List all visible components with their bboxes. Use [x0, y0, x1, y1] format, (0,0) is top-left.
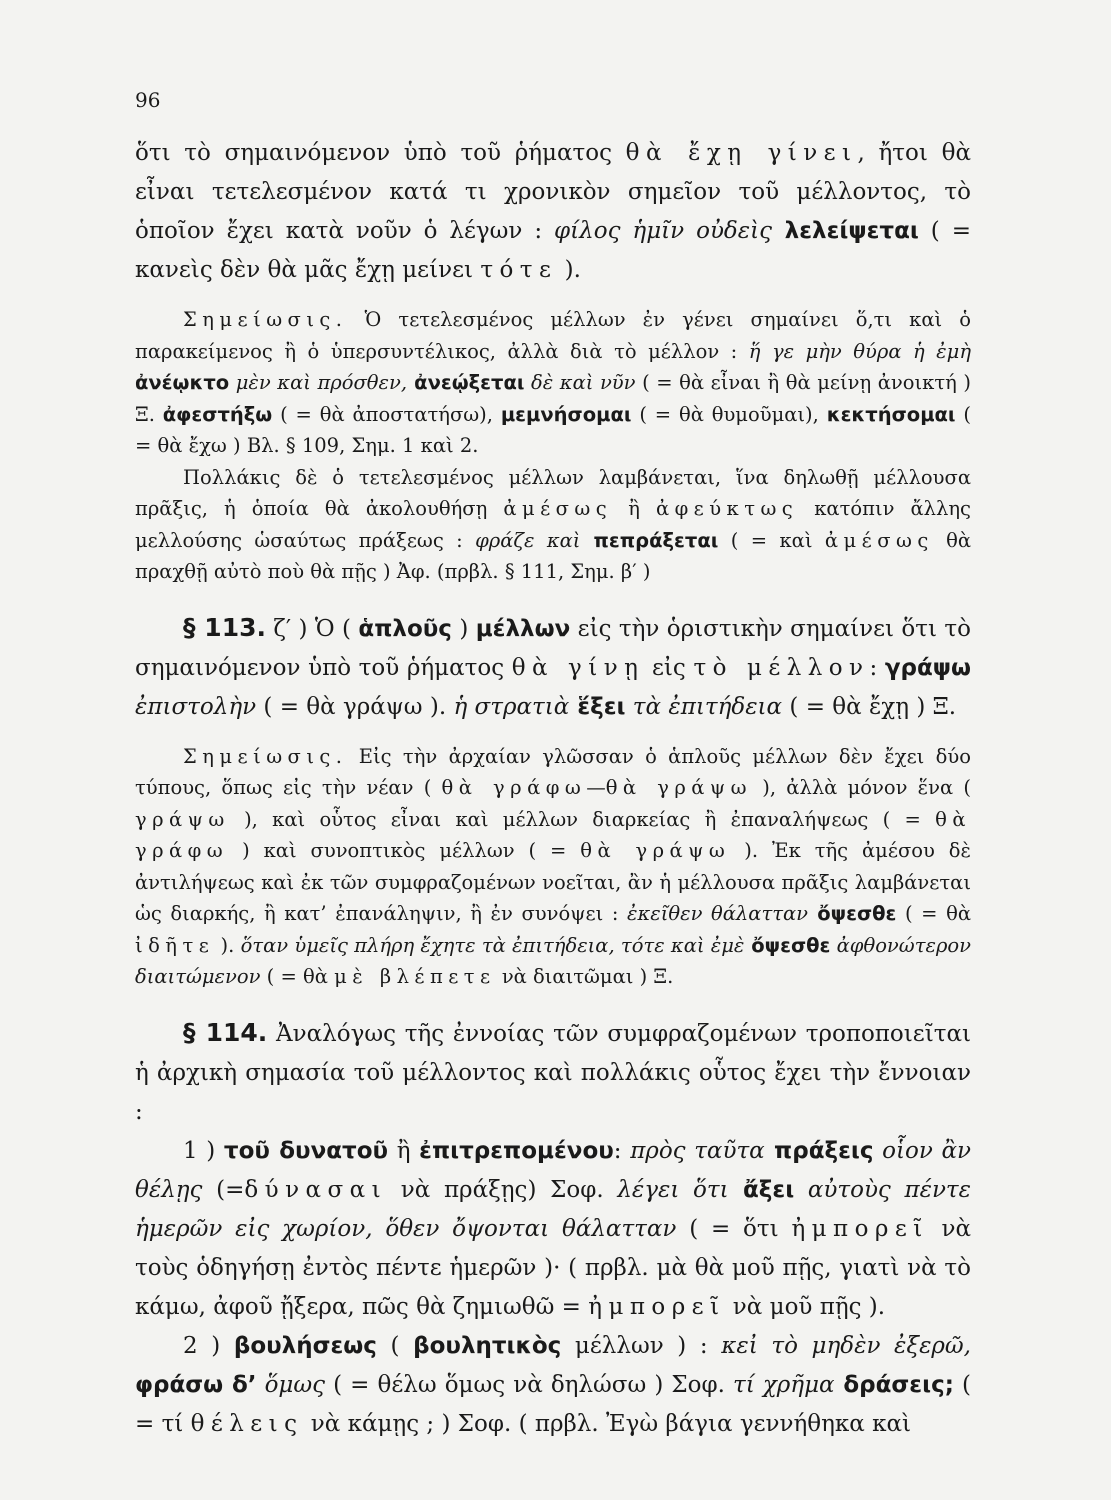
text-run: ζ′ ) Ὁ (: [265, 615, 359, 642]
spaced-term: θὰ γίνῃ: [511, 654, 645, 681]
example-italic: ἀφθονώτερον διαιτώμενον: [135, 933, 971, 988]
example-bold: ὄψεσθε: [744, 933, 831, 957]
text-run: Ὁ τετελεσμένος μέλλων ἐν γένει σημαίνει ὅ,τι καὶ ὁ παρακείμενος ἢ ὁ ὑπερσυντέλικος, ἀλλὰ διὰ τὸ μέλλον :: [135, 308, 971, 363]
term-bold: ἁπλοῦς: [358, 615, 452, 642]
spaced-term: ἀμέσως: [824, 528, 934, 552]
example-bold: ἕξει: [569, 693, 626, 720]
text-run: ( = θὰ θυμοῦμαι),: [631, 402, 827, 426]
example-italic: φράζε καὶ: [475, 528, 581, 552]
example-bold: δράσεις;: [834, 1371, 954, 1398]
spaced-term: ἠμπορεῖ: [588, 1293, 726, 1320]
item-2-volition: [135, 1327, 971, 1444]
note-simple-future: [135, 741, 971, 993]
text-run: νὰ τοὺς ὁδηγήσῃ ἐντὸς πέντε ἡμερῶν )· ( πρβλ. μὰ θὰ μοῦ πῇς, γιατὶ νὰ τὸ κάμω, ἀφοῦ ᾔξερα, πῶς θὰ ζημιωθῶ =: [135, 1215, 972, 1320]
text-run: ( = καὶ: [718, 528, 825, 552]
example-bold: ἀφεστήξω: [162, 402, 273, 426]
text-run: κατόπιν ἄλλης μελλούσης ὡσαύτως πράξεως :: [135, 497, 971, 552]
example-italic: ἐκεῖθεν θάλατταν: [627, 902, 809, 925]
text-run: ).: [214, 933, 241, 957]
note-future-perfect: [135, 304, 971, 462]
text-run: :: [869, 654, 885, 681]
example-bold: ἀνέῳκτο: [135, 371, 230, 394]
spaced-term: μὲ βλέπετε: [334, 965, 496, 988]
item-1-possibility: [135, 1132, 971, 1327]
text-run: ). Ἐκ τῆς ἀμέσου δὲ ἀντιλήψεως καὶ ἐκ τῶν συμφραζομένων νοεῖται, ἂν ἡ μέλλουσα πρᾶξις λαμβάνεται ὡς διαρκής, ἢ κατ’ ἐπανάληψιν, ἢ ἐν συνόψει :: [135, 839, 971, 925]
text-run: ( = θὰ ἔχω ) Βλ. § 109, Σημ. 1 καὶ 2.: [135, 402, 971, 457]
example-bold: γράψω: [884, 654, 972, 681]
item-number: 1 ): [183, 1137, 224, 1164]
example-bold: ἀνεῴξεται: [407, 371, 525, 394]
text-run: ) καὶ συνοπτικὸς μέλλων ( =: [228, 839, 581, 862]
text-run: ( = θὰ εἶναι ἢ θὰ μείνῃ ἀνοικτή ) Ξ.: [135, 371, 971, 426]
example-italic: ὅμως: [256, 1371, 326, 1398]
example-italic: οἷον ἂν θέλῃς: [135, 1137, 972, 1203]
text-run: ( = θὰ: [896, 902, 972, 925]
example-bold: κεκτήσομαι: [826, 402, 956, 426]
note-label: Σημείωσις.: [183, 744, 348, 768]
spaced-term: ἀμέσως: [503, 497, 613, 520]
example-italic: κεἰ τὸ μηδὲν ἐξερῶ,: [721, 1332, 971, 1359]
text-run: Ἀναλόγως τῆς ἐννοίας τῶν συμφραζομένων τροποποιεῖται ἡ ἀρχικὴ σημασία τοῦ μέλλοντος καὶ πολλάκις οὗτος ἔχει τὴν ἔννοιαν :: [135, 1020, 971, 1125]
example-bold: πεπράξεται: [580, 528, 719, 552]
text-run: νὰ κάμῃς ; ) Σοφ. ( πρβλ. Ἐγὼ βάγια γεννήθηκα καὶ: [303, 1410, 912, 1437]
term-bold: ἐπιτρεπομένου: [419, 1137, 614, 1164]
text-run: ὅτι τὸ σημαινόμενον ὑπὸ τοῦ ῥήματος: [135, 140, 626, 166]
text-run: ( = κανεὶς δὲν θὰ μᾶς ἔχῃ μείνει: [135, 218, 971, 283]
text-run: ( = θὰ: [260, 965, 335, 988]
note-future-perfect-immediate: [135, 462, 971, 588]
paragraph-future-perfect-intro: [135, 134, 971, 290]
text-run: ( = θὰ ἔχῃ ) Ξ.: [782, 693, 957, 720]
text-run: μέλλων ) :: [561, 1332, 722, 1359]
spaced-term: τότε: [480, 257, 558, 283]
text-run: Πολλάκις δὲ ὁ τετελεσμένος μέλλων λαμβάνεται, ἵνα δηλωθῇ μέλλουσα πρᾶξις, ἡ ὁποία θὰ ἀκολουθήσῃ: [135, 465, 971, 520]
spaced-term: ἠμπορεῖ: [791, 1215, 929, 1242]
spaced-term: θὰ γράφω: [441, 776, 587, 799]
text-run: νὰ διαιτῶμαι ) Ξ.: [495, 965, 674, 988]
text-run: νὰ μοῦ πῇς ).: [725, 1293, 886, 1320]
text-run: ἢ: [388, 1137, 420, 1164]
section-number: § 114.: [183, 1017, 268, 1047]
text-run: νὰ πράξῃς) Σοφ.: [387, 1176, 618, 1203]
example-italic: τί χρῆμα: [733, 1371, 835, 1398]
text-run: ἢ: [612, 497, 656, 520]
spaced-term: ἀφεύκτως: [655, 497, 799, 520]
term-bold: βουλητικὸς: [413, 1332, 562, 1359]
section-number: § 113.: [183, 612, 266, 642]
spaced-term: θέλεις: [190, 1410, 304, 1437]
text-run: ( = τί: [135, 1371, 971, 1437]
example-italic: ἥ γε μὴν θύρα ἡ ἐμὴ: [748, 339, 972, 363]
text-run: (: [376, 1332, 414, 1359]
text-run: ), καὶ οὗτος εἶναι καὶ μέλλων διαρκείας ἢ ἐπαναλήψεως ( =: [229, 807, 936, 831]
page-number: 96: [135, 88, 161, 112]
section-114: [135, 1013, 971, 1132]
text-run: :: [613, 1137, 631, 1164]
term-bold: μέλλων: [475, 615, 571, 642]
text-run: —: [586, 776, 606, 799]
example-italic: ἐπιστολὴν: [135, 693, 257, 720]
example-bold: φράσω δ’: [135, 1371, 257, 1398]
text-run: ): [451, 615, 476, 642]
spaced-term: ἰδῆτε: [135, 933, 215, 957]
text-run: εἰς τὴν ὁριστικὴν σημαίνει ὅτι τὸ σημαινόμενον ὑπὸ τοῦ ῥήματος: [135, 615, 971, 681]
example-bold: ἄξει: [728, 1176, 795, 1203]
spaced-term: θὰ γράψω: [580, 839, 731, 862]
term-bold: τοῦ δυνατοῦ: [223, 1137, 389, 1164]
text-run: ( = θὰ γράψω ).: [256, 693, 454, 720]
example-italic: φίλος ἡμῖν οὐδεὶς: [554, 218, 773, 244]
term-bold: βουλήσεως: [233, 1332, 377, 1359]
spaced-term: θὰ γράφω: [135, 807, 971, 862]
note-label: Σημείωσις.: [183, 308, 348, 331]
text-run: (=: [202, 1176, 245, 1203]
example-italic: δὲ καὶ νῦν: [524, 371, 636, 394]
text-run: ).: [557, 257, 581, 283]
example-italic: λέγει ὅτι: [617, 1176, 729, 1203]
spaced-term: δύνασαι: [244, 1176, 388, 1203]
text-run: ( = ὅτι: [676, 1215, 792, 1242]
spaced-term: θὰ ἔχῃ γίνει: [625, 140, 858, 166]
text-run: , ἤτοι θὰ εἶναι τετελεσμένον κατά τι χρονικὸν σημεῖον τοῦ μέλλοντος, τὸ ὁποῖον ἔχει κατὰ νοῦν ὁ λέγων :: [135, 140, 971, 244]
text-run: ( = θὰ ἀποστατήσω),: [272, 402, 501, 426]
example-italic: ὅταν ὑμεῖς πλήρη ἔχητε τὰ ἐπιτήδεια, τότε καὶ ἐμὲ: [240, 933, 745, 957]
text-run: ( = θέλω ὅμως νὰ δηλώσω ) Σοφ.: [325, 1371, 733, 1398]
example-italic: πρὸς ταῦτα: [630, 1137, 765, 1164]
example-italic: μὲν καὶ πρόσθεν,: [229, 371, 408, 394]
example-italic: ἡ στρατιὰ: [453, 693, 570, 720]
item-number: 2 ): [183, 1332, 234, 1359]
spaced-term: τὸ μέλλον: [693, 654, 870, 681]
example-italic: τὰ ἐπιτήδεια: [625, 693, 783, 720]
text-run: θὰ πραχθῇ αὐτὸ ποὺ θὰ πῇς ) Ἀφ. (πρβλ. § 111, Σημ. β′ ): [135, 528, 972, 583]
text-run: εἰς: [644, 654, 694, 681]
spaced-term: θὰ γράψω: [605, 776, 753, 799]
section-113: [135, 608, 971, 727]
text-run: Εἰς τὴν ἀρχαίαν γλῶσσαν ὁ ἁπλοῦς μέλλων δὲν ἔχει δύο τύπους, ὅπως εἰς τὴν νέαν (: [135, 744, 971, 799]
spaced-term: γράψω: [135, 807, 230, 831]
example-bold: μεμνήσομαι: [500, 402, 632, 426]
example-italic: αὐτοὺς πέντε ἡμερῶν εἰς χωρίον, ὅθεν ὄψονται θάλατταν: [135, 1176, 971, 1242]
example-bold: πράξεις: [764, 1137, 874, 1164]
text-run: ), ἀλλὰ μόνον ἕνα (: [752, 776, 971, 799]
example-bold: λελείψεται: [772, 218, 919, 244]
example-bold: ὄψεσθε: [808, 902, 897, 925]
